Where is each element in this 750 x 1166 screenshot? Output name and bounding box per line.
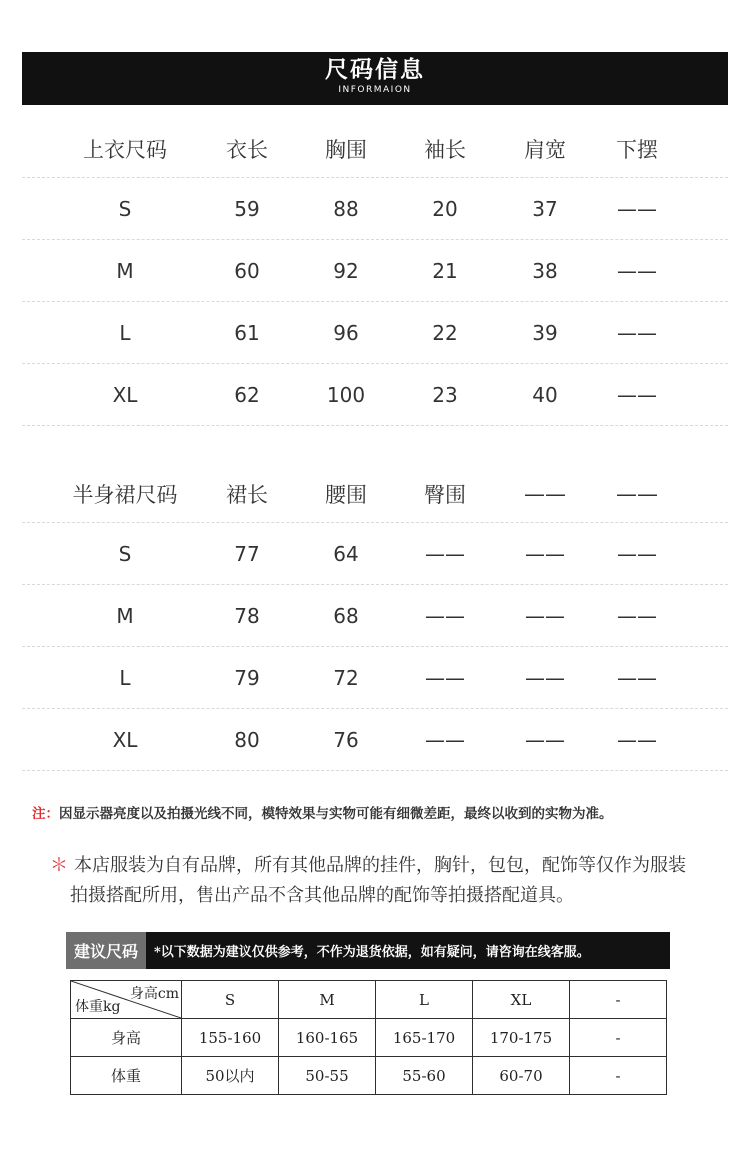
header-cell: —— bbox=[524, 481, 566, 506]
banner-subtitle: INFORMAION bbox=[338, 85, 412, 95]
suggest-col-header: XL bbox=[473, 981, 570, 1019]
table-cell: 40 bbox=[532, 382, 558, 407]
suggest-col-header: S bbox=[182, 981, 279, 1019]
table-cell: XL bbox=[112, 382, 138, 407]
header-cell: 衣长 bbox=[226, 137, 268, 162]
table-header-row bbox=[22, 465, 728, 523]
header-cell: 上衣尺码 bbox=[83, 137, 167, 162]
corner-top-label: 身高cm bbox=[129, 986, 179, 1002]
table-cell: 77 bbox=[234, 541, 260, 566]
table-cell: 61 bbox=[234, 320, 260, 345]
table-cell: —— bbox=[617, 603, 657, 628]
header-cell: —— bbox=[616, 481, 658, 506]
table-cell: M bbox=[116, 258, 134, 283]
table-cell: 23 bbox=[432, 382, 458, 407]
table-header-row bbox=[22, 120, 728, 178]
size-info-banner bbox=[22, 52, 728, 105]
table-cell: 21 bbox=[432, 258, 458, 283]
table-cell: S bbox=[118, 196, 132, 221]
table-cell: 92 bbox=[333, 258, 359, 283]
table-row bbox=[22, 178, 728, 240]
table-cell: 38 bbox=[532, 258, 558, 283]
corner-cell bbox=[71, 981, 182, 1019]
table-cell: 79 bbox=[234, 665, 260, 690]
suggested-size-table bbox=[70, 980, 667, 1095]
suggest-cell: 55-60 bbox=[376, 1057, 473, 1095]
table-cell: —— bbox=[617, 541, 657, 566]
table-cell: —— bbox=[617, 196, 657, 221]
table-cell: 72 bbox=[333, 665, 359, 690]
table-row bbox=[22, 523, 728, 585]
header-cell: 半身裙尺码 bbox=[72, 482, 178, 507]
table-cell: —— bbox=[425, 727, 465, 752]
table-cell: —— bbox=[617, 727, 657, 752]
suggest-row-weight bbox=[71, 1057, 667, 1095]
suggest-row-height bbox=[71, 1019, 667, 1057]
table-cell: —— bbox=[525, 665, 565, 690]
top-size-table bbox=[22, 120, 728, 426]
suggest-row-label: 身高 bbox=[71, 1019, 182, 1057]
table-cell: S bbox=[118, 541, 132, 566]
table-row bbox=[22, 364, 728, 426]
table-cell: 64 bbox=[333, 541, 359, 566]
suggested-size-header bbox=[66, 932, 670, 969]
table-cell: 60 bbox=[234, 258, 260, 283]
table-row bbox=[22, 302, 728, 364]
table-cell: —— bbox=[617, 320, 657, 345]
statement-line-1: 本店服装为自有品牌，所有其他品牌的挂件，胸针，包包，配饰等仅作为服装 bbox=[74, 855, 686, 876]
table-cell: 59 bbox=[234, 196, 260, 221]
header-cell: 裙长 bbox=[226, 482, 268, 507]
table-cell: —— bbox=[425, 665, 465, 690]
suggest-row-label: 体重 bbox=[71, 1057, 182, 1095]
suggest-cell: 170-175 bbox=[473, 1019, 570, 1057]
table-cell: 22 bbox=[432, 320, 458, 345]
suggest-cell: - bbox=[570, 1019, 667, 1057]
table-cell: 20 bbox=[432, 196, 458, 221]
suggest-cell: 60-70 bbox=[473, 1057, 570, 1095]
suggest-col-header: - bbox=[570, 981, 667, 1019]
header-cell: 臀围 bbox=[424, 482, 466, 507]
table-cell: —— bbox=[617, 258, 657, 283]
statement-line-2: 拍摄搭配所用，售出产品不含其他品牌的配饰等拍摄搭配道具。 bbox=[70, 885, 574, 906]
table-cell: —— bbox=[425, 541, 465, 566]
table-cell: —— bbox=[617, 665, 657, 690]
header-cell: 下摆 bbox=[616, 137, 658, 162]
suggest-cell: 155-160 bbox=[182, 1019, 279, 1057]
table-cell: 96 bbox=[333, 320, 359, 345]
suggested-size-notice: *以下数据为建议仅供参考，不作为退货依据，如有疑问，请咨询在线客服。 bbox=[154, 945, 590, 960]
table-cell: L bbox=[119, 665, 131, 690]
disclaimer-note bbox=[32, 802, 613, 822]
suggest-cell: 50以内 bbox=[182, 1057, 279, 1095]
table-cell: 88 bbox=[333, 196, 359, 221]
table-row bbox=[22, 647, 728, 709]
table-cell: 39 bbox=[532, 320, 558, 345]
suggest-cell: 160-165 bbox=[279, 1019, 376, 1057]
banner-title: 尺码信息 bbox=[325, 57, 425, 83]
note-text: 因显示器亮度以及拍摄光线不同，模特效果与实物可能有细微差距，最终以收到的实物为准。 bbox=[59, 806, 613, 822]
suggest-cell: 165-170 bbox=[376, 1019, 473, 1057]
table-cell: —— bbox=[525, 541, 565, 566]
table-cell: 68 bbox=[333, 603, 359, 628]
asterisk-icon: ＊ bbox=[50, 855, 68, 876]
table-cell: 62 bbox=[234, 382, 260, 407]
header-cell: 肩宽 bbox=[524, 137, 566, 162]
header-cell: 胸围 bbox=[325, 137, 367, 162]
table-row bbox=[22, 585, 728, 647]
header-cell: 袖长 bbox=[424, 137, 466, 162]
table-row bbox=[22, 240, 728, 302]
table-cell: —— bbox=[425, 603, 465, 628]
brand-statement bbox=[50, 851, 730, 911]
corner-bottom-label: 体重kg bbox=[75, 999, 121, 1015]
suggest-col-header: L bbox=[376, 981, 473, 1019]
table-cell: L bbox=[119, 320, 131, 345]
suggested-size-label: 建议尺码 bbox=[66, 932, 146, 969]
skirt-size-table bbox=[22, 465, 728, 771]
table-row bbox=[22, 709, 728, 771]
table-cell: —— bbox=[525, 727, 565, 752]
table-cell: —— bbox=[525, 603, 565, 628]
table-cell: —— bbox=[617, 382, 657, 407]
table-cell: 80 bbox=[234, 727, 260, 752]
suggest-header-row bbox=[71, 981, 667, 1019]
table-cell: 37 bbox=[532, 196, 558, 221]
table-cell: XL bbox=[112, 727, 138, 752]
suggest-cell: 50-55 bbox=[279, 1057, 376, 1095]
suggest-col-header: M bbox=[279, 981, 376, 1019]
header-cell: 腰围 bbox=[325, 482, 367, 507]
note-prefix: 注： bbox=[32, 806, 59, 822]
table-cell: 78 bbox=[234, 603, 260, 628]
table-cell: 76 bbox=[333, 727, 359, 752]
table-cell: 100 bbox=[326, 382, 366, 407]
table-cell: M bbox=[116, 603, 134, 628]
suggest-cell: - bbox=[570, 1057, 667, 1095]
